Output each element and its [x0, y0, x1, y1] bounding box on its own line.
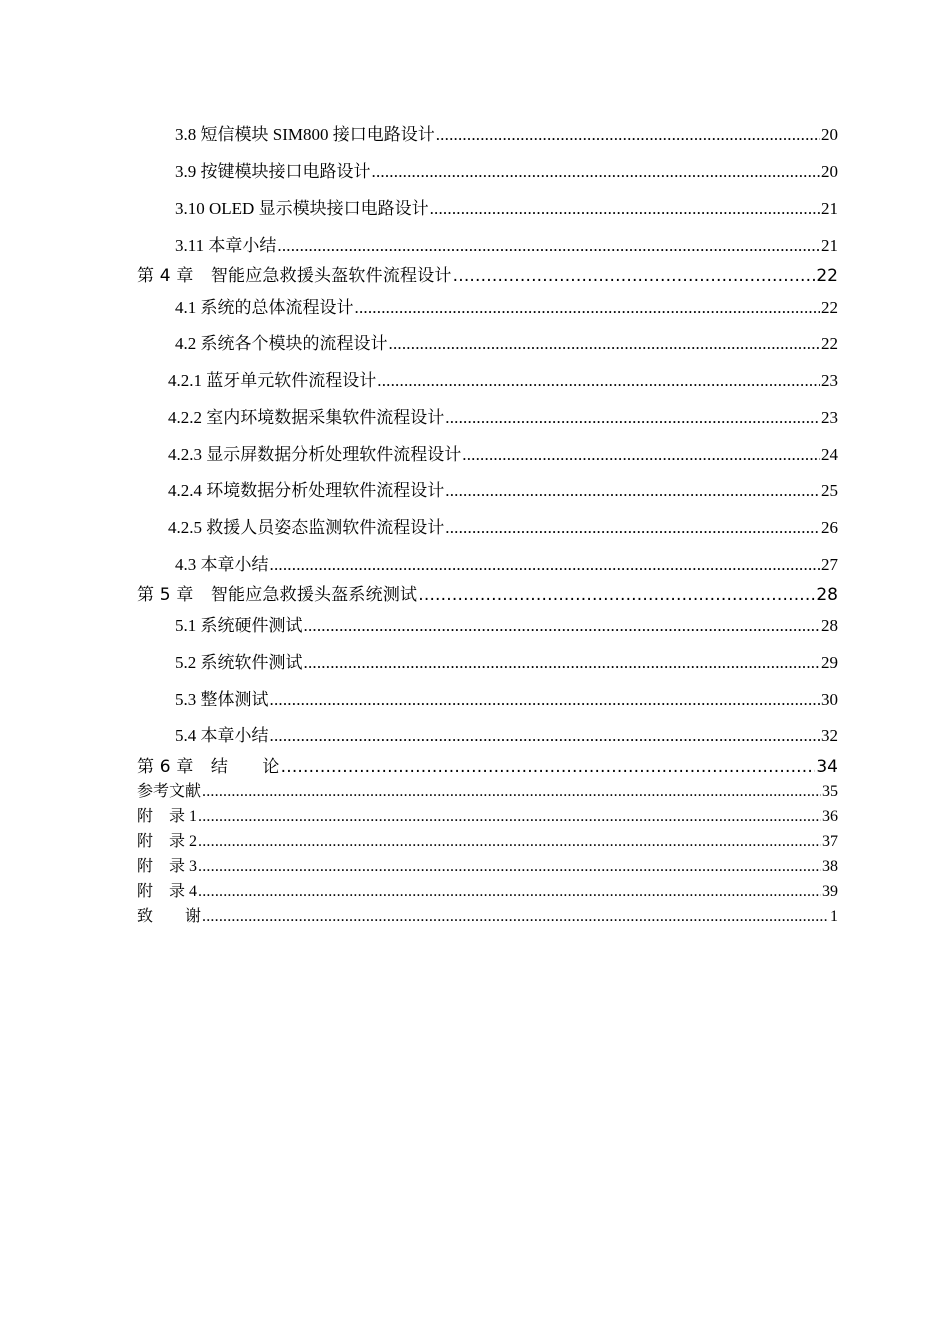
toc-entry-page: 29 [821, 653, 838, 672]
toc-entry-page: 37 [822, 833, 838, 850]
toc-leader-dots [277, 236, 820, 256]
toc-back-matter-entry[interactable] [0, 903, 950, 926]
toc-entry-label: 附 录 3 [137, 858, 198, 875]
toc-entry-label: 第 4 章 智能应急救援头盔软件流程设计 [137, 266, 452, 286]
toc-leader-dots [304, 616, 821, 636]
toc-entry[interactable] [0, 366, 950, 391]
toc-leader-dots [430, 199, 820, 219]
toc-back-matter-entry[interactable] [0, 803, 950, 826]
toc-entry-page: 39 [822, 883, 838, 900]
toc-entry-label: 4.3 本章小结 [175, 555, 269, 574]
toc-leader-dots [436, 125, 820, 145]
toc-entry-label: 4.2.4 环境数据分析处理软件流程设计 [168, 481, 445, 500]
toc-entry-label: 致 谢 [137, 908, 202, 925]
toc-entry-page: 32 [821, 726, 838, 745]
toc-entry-label: 附 录 2 [137, 833, 198, 850]
toc-leader-dots [418, 585, 815, 605]
toc-entry-page: 1 [830, 908, 838, 925]
toc-entry-label: 5.1 系统硬件测试 [175, 616, 303, 635]
toc-back-matter-entry[interactable] [0, 778, 950, 801]
toc-entry-label: 附 录 1 [137, 808, 198, 825]
toc-leader-dots [304, 653, 821, 673]
toc-entry[interactable] [0, 476, 950, 501]
toc-entry[interactable] [0, 685, 950, 710]
toc-entry-label: 5.3 整体测试 [175, 690, 269, 709]
toc-entry-page: 28 [816, 585, 838, 605]
toc-entry[interactable] [0, 403, 950, 428]
toc-entry-page: 24 [821, 445, 838, 464]
toc-leader-dots [202, 908, 829, 926]
toc-leader-dots [202, 783, 821, 801]
toc-entry-label: 4.2.1 蓝牙单元软件流程设计 [168, 371, 377, 390]
toc-leader-dots [270, 555, 821, 575]
toc-entry-page: 25 [821, 481, 838, 500]
toc-back-matter-entry[interactable] [0, 878, 950, 901]
toc-entry[interactable] [0, 440, 950, 465]
toc-chapter-entry[interactable] [0, 752, 950, 777]
toc-leader-dots [462, 445, 820, 465]
toc-leader-dots [445, 481, 820, 501]
toc-entry-page: 21 [821, 199, 838, 218]
toc-entry[interactable] [0, 648, 950, 673]
toc-entry-label: 附 录 4 [137, 883, 198, 900]
toc-leader-dots [270, 690, 821, 710]
toc-entry-page: 38 [822, 858, 838, 875]
toc-entry[interactable] [0, 157, 950, 182]
toc-entry-page: 22 [816, 266, 838, 286]
toc-entry[interactable] [0, 721, 950, 746]
toc-entry-page: 22 [821, 298, 838, 317]
toc-entry-page: 23 [821, 408, 838, 427]
toc-entry-label: 3.9 按键模块接口电路设计 [175, 162, 371, 181]
toc-entry-page: 34 [816, 757, 838, 777]
toc-entry-page: 28 [821, 616, 838, 635]
toc-entry-page: 20 [821, 162, 838, 181]
toc-leader-dots [453, 266, 816, 286]
toc-entry-label: 参考文献 [137, 783, 202, 800]
toc-entry-page: 20 [821, 125, 838, 144]
toc-leader-dots [377, 371, 820, 391]
toc-entry-label: 第 5 章 智能应急救援头盔系统测试 [137, 585, 418, 605]
toc-entry-label: 5.4 本章小结 [175, 726, 269, 745]
toc-leader-dots [281, 757, 816, 777]
toc-entry-page: 22 [821, 334, 838, 353]
toc-entry-page: 30 [821, 690, 838, 709]
toc-entry-label: 3.10 OLED 显示模块接口电路设计 [175, 199, 429, 218]
toc-entry[interactable] [0, 231, 950, 256]
toc-leader-dots [389, 334, 821, 354]
toc-entry-label: 5.2 系统软件测试 [175, 653, 303, 672]
toc-entry-label: 4.2 系统各个模块的流程设计 [175, 334, 388, 353]
toc-entry-label: 4.2.3 显示屏数据分析处理软件流程设计 [168, 445, 462, 464]
toc-entry[interactable] [0, 293, 950, 318]
toc-leader-dots [198, 833, 821, 851]
toc-leader-dots [198, 858, 821, 876]
toc-entry-page: 36 [822, 808, 838, 825]
toc-leader-dots [355, 298, 821, 318]
toc-leader-dots [270, 726, 821, 746]
toc-entry-label: 4.1 系统的总体流程设计 [175, 298, 354, 317]
toc-entry-page: 21 [821, 236, 838, 255]
toc-back-matter-entry[interactable] [0, 853, 950, 876]
toc-leader-dots [198, 883, 821, 901]
toc-entry[interactable] [0, 120, 950, 145]
toc-entry-page: 23 [821, 371, 838, 390]
toc-back-matter-entry[interactable] [0, 828, 950, 851]
toc-entry-page: 35 [822, 783, 838, 800]
toc-chapter-entry[interactable] [0, 580, 950, 605]
toc-entry-label: 3.8 短信模块 SIM800 接口电路设计 [175, 125, 435, 144]
toc-entry-label: 4.2.5 救援人员姿态监测软件流程设计 [168, 518, 445, 537]
toc-entry[interactable] [0, 329, 950, 354]
toc-entry-label: 3.11 本章小结 [175, 236, 277, 255]
toc-entry[interactable] [0, 194, 950, 219]
toc-entry-label: 第 6 章 结 论 [137, 757, 280, 777]
toc-chapter-entry[interactable] [0, 261, 950, 286]
toc-entry-page: 27 [821, 555, 838, 574]
toc-leader-dots [445, 518, 820, 538]
toc-entry[interactable] [0, 513, 950, 538]
toc-entry[interactable] [0, 550, 950, 575]
toc-leader-dots [372, 162, 821, 182]
toc-leader-dots [445, 408, 820, 428]
toc-entry-page: 26 [821, 518, 838, 537]
toc-leader-dots [198, 808, 821, 826]
toc-entry-label: 4.2.2 室内环境数据采集软件流程设计 [168, 408, 445, 427]
toc-entry[interactable] [0, 611, 950, 636]
